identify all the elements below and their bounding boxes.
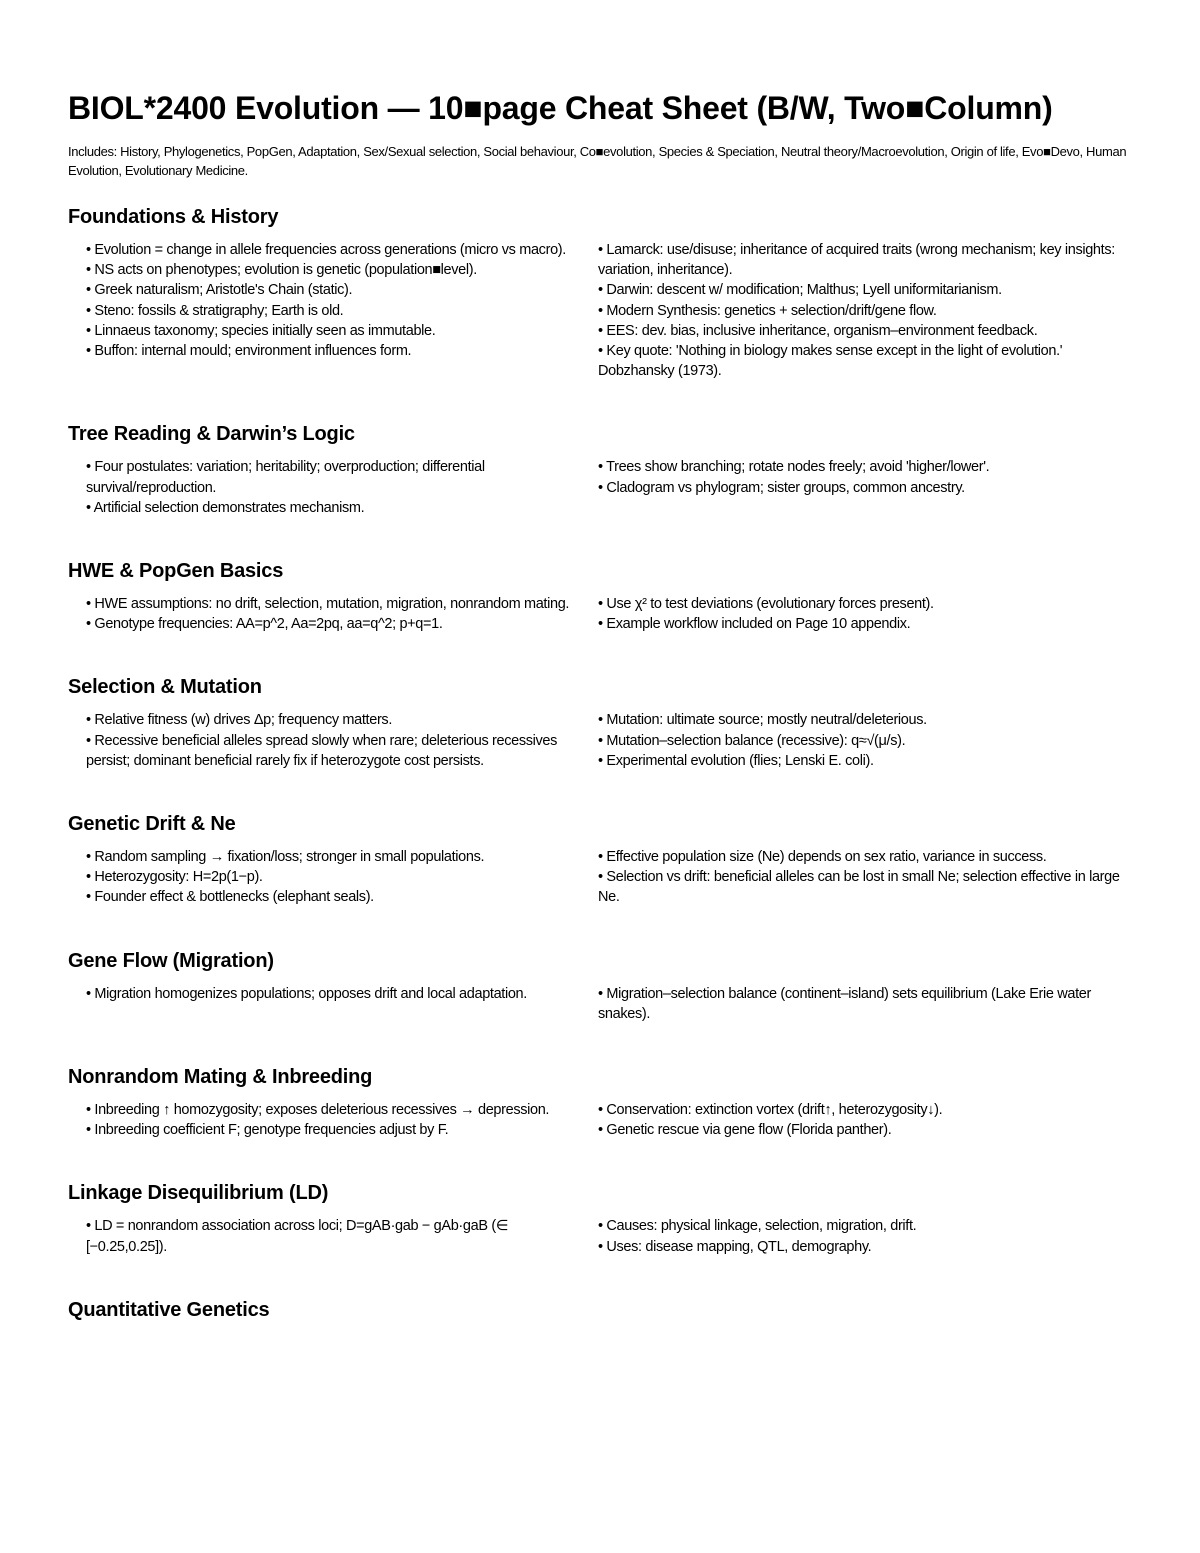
section-title: Tree Reading & Darwin’s Logic — [68, 423, 355, 446]
section — [68, 1297, 1138, 1323]
bullet-item: • Effective population size (Ne) depends on sex ratio, variance in success. — [598, 849, 1047, 866]
section-column-right — [598, 594, 1138, 634]
section-column-left — [68, 710, 578, 771]
bullet-item: • Heterozygosity: H=2p(1−p). — [86, 869, 263, 886]
section-title: Foundations & History — [68, 206, 279, 228]
section-columns — [68, 1216, 1138, 1256]
bullet-item: • Experimental evolution (flies; Lenski E. coli). — [598, 752, 874, 769]
section-title: Quantitative Genetics — [68, 1298, 270, 1321]
section-columns — [68, 594, 1138, 634]
section-column-left — [68, 457, 578, 518]
bullet-item: • Mutation–selection balance (recessive): q≈√(μ/s). — [598, 732, 906, 749]
section-column-left — [68, 1100, 578, 1140]
section-column-left — [68, 594, 578, 634]
bullet-item: • Uses: disease mapping, QTL, demography. — [598, 1238, 872, 1255]
section — [68, 1064, 1138, 1140]
section-column-right — [598, 710, 1138, 771]
bullet-item: • Darwin: descent w/ modification; Malthus; Lyell uniformitarianism. — [598, 282, 1002, 299]
bullet-item: • EES: dev. bias, inclusive inheritance, organism–environment feedback. — [598, 322, 1038, 339]
section — [68, 1180, 1138, 1256]
bullet-item: • Inbreeding coefficient F; genotype frequencies adjust by F. — [86, 1122, 449, 1139]
bullet-item: • Relative fitness (w) drives Δp; frequency matters. — [86, 712, 393, 729]
bullet-item: • Mutation: ultimate source; mostly neutral/deleterious. — [598, 712, 927, 729]
bullet-item: • Four postulates: variation; heritability; overproduction; differential survival/reproduction. — [86, 459, 485, 496]
section-columns — [68, 457, 1138, 518]
section-column-right — [598, 1216, 1138, 1256]
section-title: HWE & PopGen Basics — [68, 560, 284, 583]
section-column-right — [598, 1100, 1138, 1140]
section-columns — [68, 847, 1138, 908]
section-column-right — [598, 984, 1138, 1024]
bullet-item: • LD = nonrandom association across loci; D=gAB·gab − gAb·gaB (∈ [−0.25,0.25]). — [86, 1218, 509, 1255]
bullet-item: • Recessive beneficial alleles spread slowly when rare; deleterious recessives persist; dominant beneficial rarely fix if heterozygote cost persists. — [86, 732, 558, 769]
section-title: Gene Flow (Migration) — [68, 949, 274, 972]
section-column-right — [598, 457, 1138, 518]
section-column-left — [68, 847, 578, 908]
page-title: BIOL*2400 Evolution — 10■page Cheat Sheet (B/W, Two■Column) — [68, 90, 1053, 126]
section — [68, 204, 1138, 381]
section-title: Linkage Disequilibrium (LD) — [68, 1182, 329, 1205]
section-title: Nonrandom Mating & Inbreeding — [68, 1066, 373, 1089]
bullet-item: • Selection vs drift: beneficial alleles can be lost in small Ne; selection effective in large Ne. — [598, 869, 1120, 906]
bullet-item: • Genotype frequencies: AA=p^2, Aa=2pq, aa=q^2; p+q=1. — [86, 616, 443, 633]
bullet-item: • Random sampling → fixation/loss; stronger in small populations. — [86, 849, 485, 866]
bullet-item: • Lamarck: use/disuse; inheritance of acquired traits (wrong mechanism; key insights: variation, inheritance). — [598, 242, 1115, 279]
bullet-item: • Cladogram vs phylogram; sister groups, common ancestry. — [598, 479, 965, 496]
section-column-right — [598, 847, 1138, 908]
sections-container — [68, 204, 1138, 1323]
page-subtitle: Includes: History, Phylogenetics, PopGen, Adaptation, Sex/Sexual selection, Social behaviour, Co■evolution, Species & Speciation, Neutral theory/Macroevolution, Origin of life, Evo■Devo, Human Evolution, Evolutionary Medicine. — [68, 144, 1127, 178]
section-columns — [68, 1100, 1138, 1140]
bullet-item: • Key quote: 'Nothing in biology makes sense except in the light of evolution.' Dobzhansky (1973). — [598, 343, 1063, 380]
section-columns — [68, 240, 1138, 381]
section — [68, 948, 1138, 1024]
bullet-item: • Use χ² to test deviations (evolutionary forces present). — [598, 596, 934, 613]
bullet-item: • Conservation: extinction vortex (drift↑, heterozygosity↓). — [598, 1102, 943, 1119]
bullet-item: • Buffon: internal mould; environment influences form. — [86, 343, 412, 360]
bullet-item: • Modern Synthesis: genetics + selection/drift/gene flow. — [598, 302, 937, 319]
bullet-item: • Steno: fossils & stratigraphy; Earth is old. — [86, 302, 344, 319]
section-column-left — [68, 984, 578, 1024]
cheat-sheet-page — [68, 86, 1138, 1323]
bullet-item: • Trees show branching; rotate nodes freely; avoid 'higher/lower'. — [598, 459, 990, 476]
bullet-item: • Migration homogenizes populations; opposes drift and local adaptation. — [86, 985, 527, 1002]
bullet-item: • NS acts on phenotypes; evolution is genetic (population■level). — [86, 262, 477, 279]
section-column-right — [598, 240, 1138, 381]
bullet-item: • Inbreeding ↑ homozygosity; exposes deleterious recessives → depression. — [86, 1102, 550, 1119]
bullet-item: • Example workflow included on Page 10 appendix. — [598, 616, 911, 633]
bullet-item: • Artificial selection demonstrates mechanism. — [86, 499, 365, 516]
section-columns — [68, 984, 1138, 1024]
section — [68, 811, 1138, 908]
bullet-item: • HWE assumptions: no drift, selection, mutation, migration, nonrandom mating. — [86, 596, 570, 613]
section-column-left — [68, 1216, 578, 1256]
section-title: Selection & Mutation — [68, 676, 262, 699]
bullet-item: • Migration–selection balance (continent–island) sets equilibrium (Lake Erie water snakes). — [598, 985, 1092, 1022]
bullet-item: • Genetic rescue via gene flow (Florida panther). — [598, 1122, 892, 1139]
section-title: Genetic Drift & Ne — [68, 813, 236, 836]
bullet-item: • Greek naturalism; Aristotle's Chain (static). — [86, 282, 353, 299]
section-column-left — [68, 240, 578, 381]
section — [68, 421, 1138, 518]
bullet-item: • Linnaeus taxonomy; species initially seen as immutable. — [86, 322, 436, 339]
section — [68, 558, 1138, 634]
section-columns — [68, 710, 1138, 771]
bullet-item: • Evolution = change in allele frequencies across generations (micro vs macro). — [86, 242, 566, 258]
bullet-item: • Founder effect & bottlenecks (elephant seals). — [86, 889, 374, 906]
bullet-item: • Causes: physical linkage, selection, migration, drift. — [598, 1218, 917, 1235]
section — [68, 674, 1138, 771]
